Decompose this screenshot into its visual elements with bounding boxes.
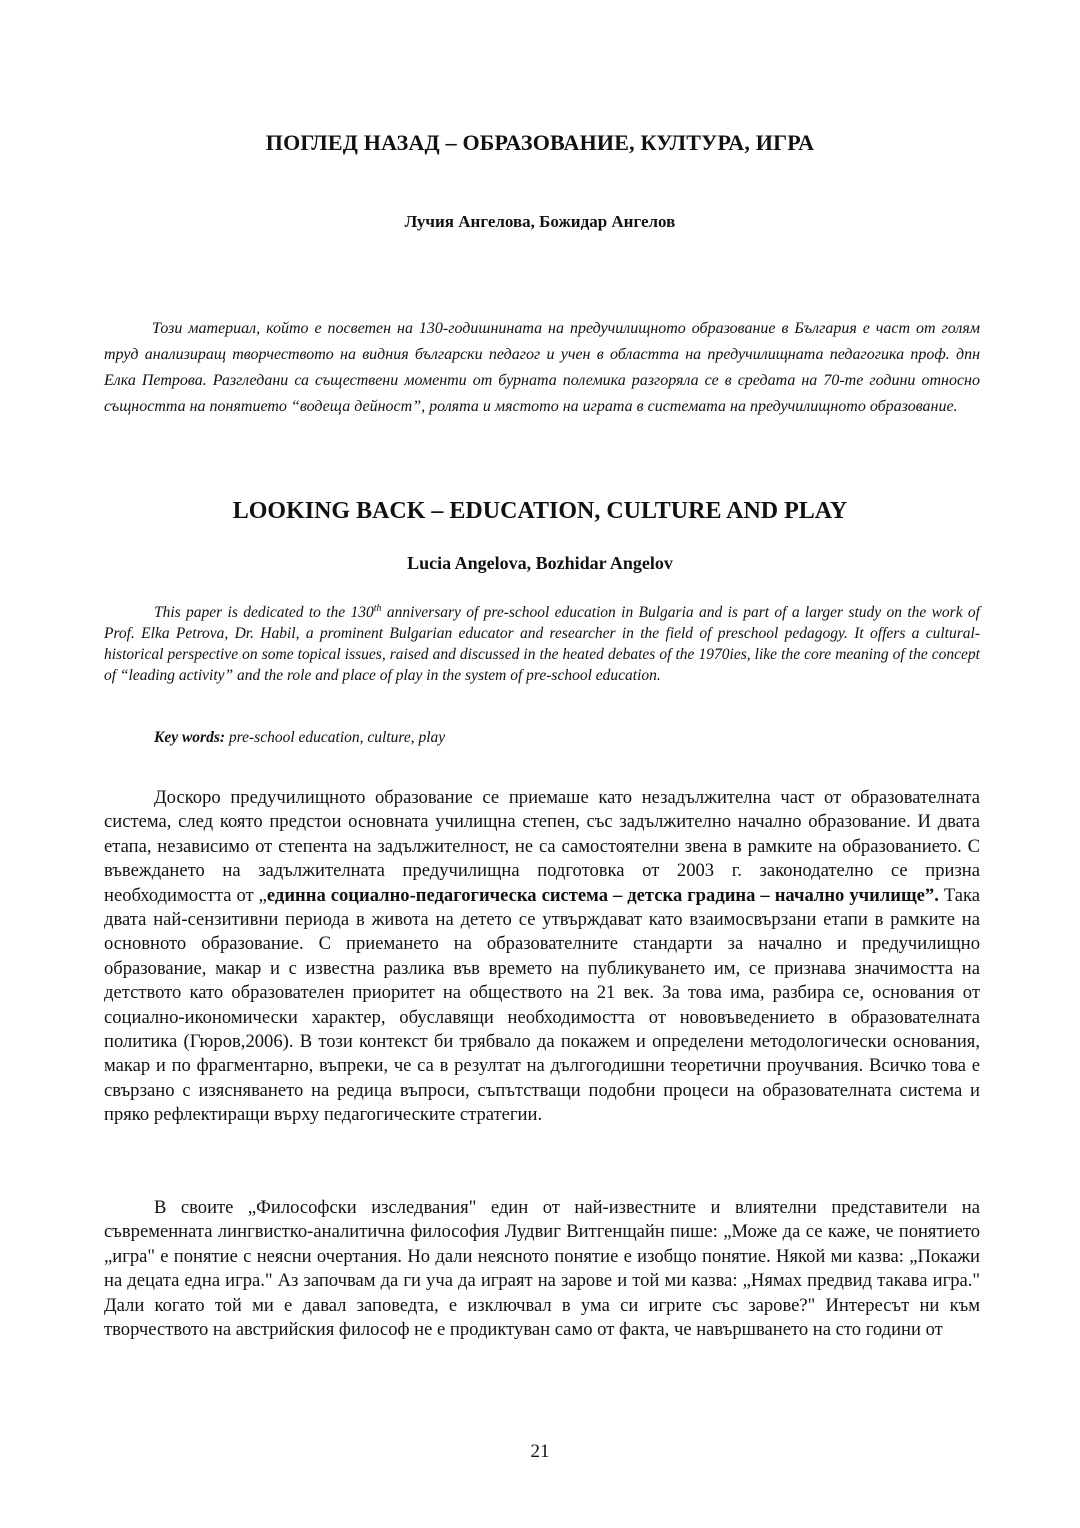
title-english: LOOKING BACK – EDUCATION, CULTURE AND PLAY — [232, 498, 848, 524]
keywords-text: pre-school education, culture, play — [225, 729, 446, 746]
paragraph-1-bold: единна социално-педагогическа система – детска градина – начално училище”. — [266, 884, 939, 906]
abstract-bulgarian: Този материал, който е посветен на 130-годишнината на предучилищното образование в България е част от голям труд анализиращ творчеството на видния български педагог и учен в областта на предучилищната педагогика проф. дпн Елка Петрова. Разгледани са съществени моменти от бурната полемика разгоряла се в средата на 70-те години относно същността на понятието “водеща дейност”, ролята и мястото на играта в системата на предучилищното образование. — [104, 320, 980, 415]
abstract-english-part2: anniversary of pre-school education in Bulgaria and is part of a larger study on the work of Prof. Elka Petrova, Dr. Habil, a prominent Bulgarian educator and researcher in the field of preschool pedagogy. It offers a cultural-historical perspective on some topical issues, raised and discussed in the heated debates of the 1970ies, like the core meaning of the concept of “leading activity” and the role and place of play in the system of pre-school education. — [104, 604, 980, 684]
title-bulgarian: ПОГЛЕД НАЗАД – ОБРАЗОВАНИЕ, КУЛТУРА, ИГРА — [265, 130, 815, 155]
keywords-label: Key words: — [154, 729, 226, 746]
authors-english: Lucia Angelova, Bozhidar Angelov — [407, 553, 673, 573]
body-paragraph-1 — [104, 786, 980, 1128]
body-paragraph-2: В своите „Философски изследвания" един от най-известните и влиятелни представители на съвременната лингвистко-аналитична философия Лудвиг Витгенщайн пише: „Може да се каже, че понятието „игра" е понятие с неясни очертания. Но дали неясното понятие е изобщо понятие. Някой ми казва: „Покажи на децата една игра." Аз започвам да ги уча да играят на зарове и той ми казва: „Нямах предвид такава игра." Дали когато той ми е давал заповедта, е изключвал в ума си игрите със зарове?" Интересът ни към творчеството на австрийския философ не е продиктуван само от факта, че навършването на сто години от — [104, 1197, 980, 1341]
keywords — [154, 727, 980, 748]
page-number: 21 — [530, 1441, 550, 1462]
abstract-english-part1: This paper is dedicated to the 130 — [154, 604, 374, 621]
authors-bulgarian: Лучия Ангелова, Божидар Ангелов — [404, 212, 676, 231]
paragraph-1-part1: Доскоро предучилищното образование се приемаше като незадължителна част от образователната система, след която предстои основната училищна степен, със задължително начално образование. И двата етапа, независимо от степента на задължителност, не са самостоятелни звена в рамките на образованието. С въвеждането на задължителната предучилищна подготовка от 2003 г. законодателно се призна необходимостта от „ — [104, 787, 980, 906]
abstract-english — [104, 602, 980, 686]
abstract-english-superscript: th — [373, 602, 382, 614]
paragraph-1-part2: Така двата най-сензитивни периода в живота на детето се утвърждават като взаимосвързани етапи в рамките на основното образование. С приемането на образователните стандарти за начално и предучилищно образование, макар и с известна разлика във времето на публикуването им, се признава значимостта на детството като образователен приоритет на обществото на 21 век. За това има, разбира се, основания от социално-икономически характер, обуславящи необходимостта от нововъведението в образователната политика (Гюров,2006). В този контекст би трябвало да покажем и определени методологически основания, макар и по фрагментарно, въпреки, че са в резултат на дългогодишни теоретични проучвания. Всичко това е свързано с изясняването на редица въпроси, съпътстващи подобни процеси на образователната система и пряко рефлектиращи върху педагогическите стратегии. — [104, 884, 980, 1126]
